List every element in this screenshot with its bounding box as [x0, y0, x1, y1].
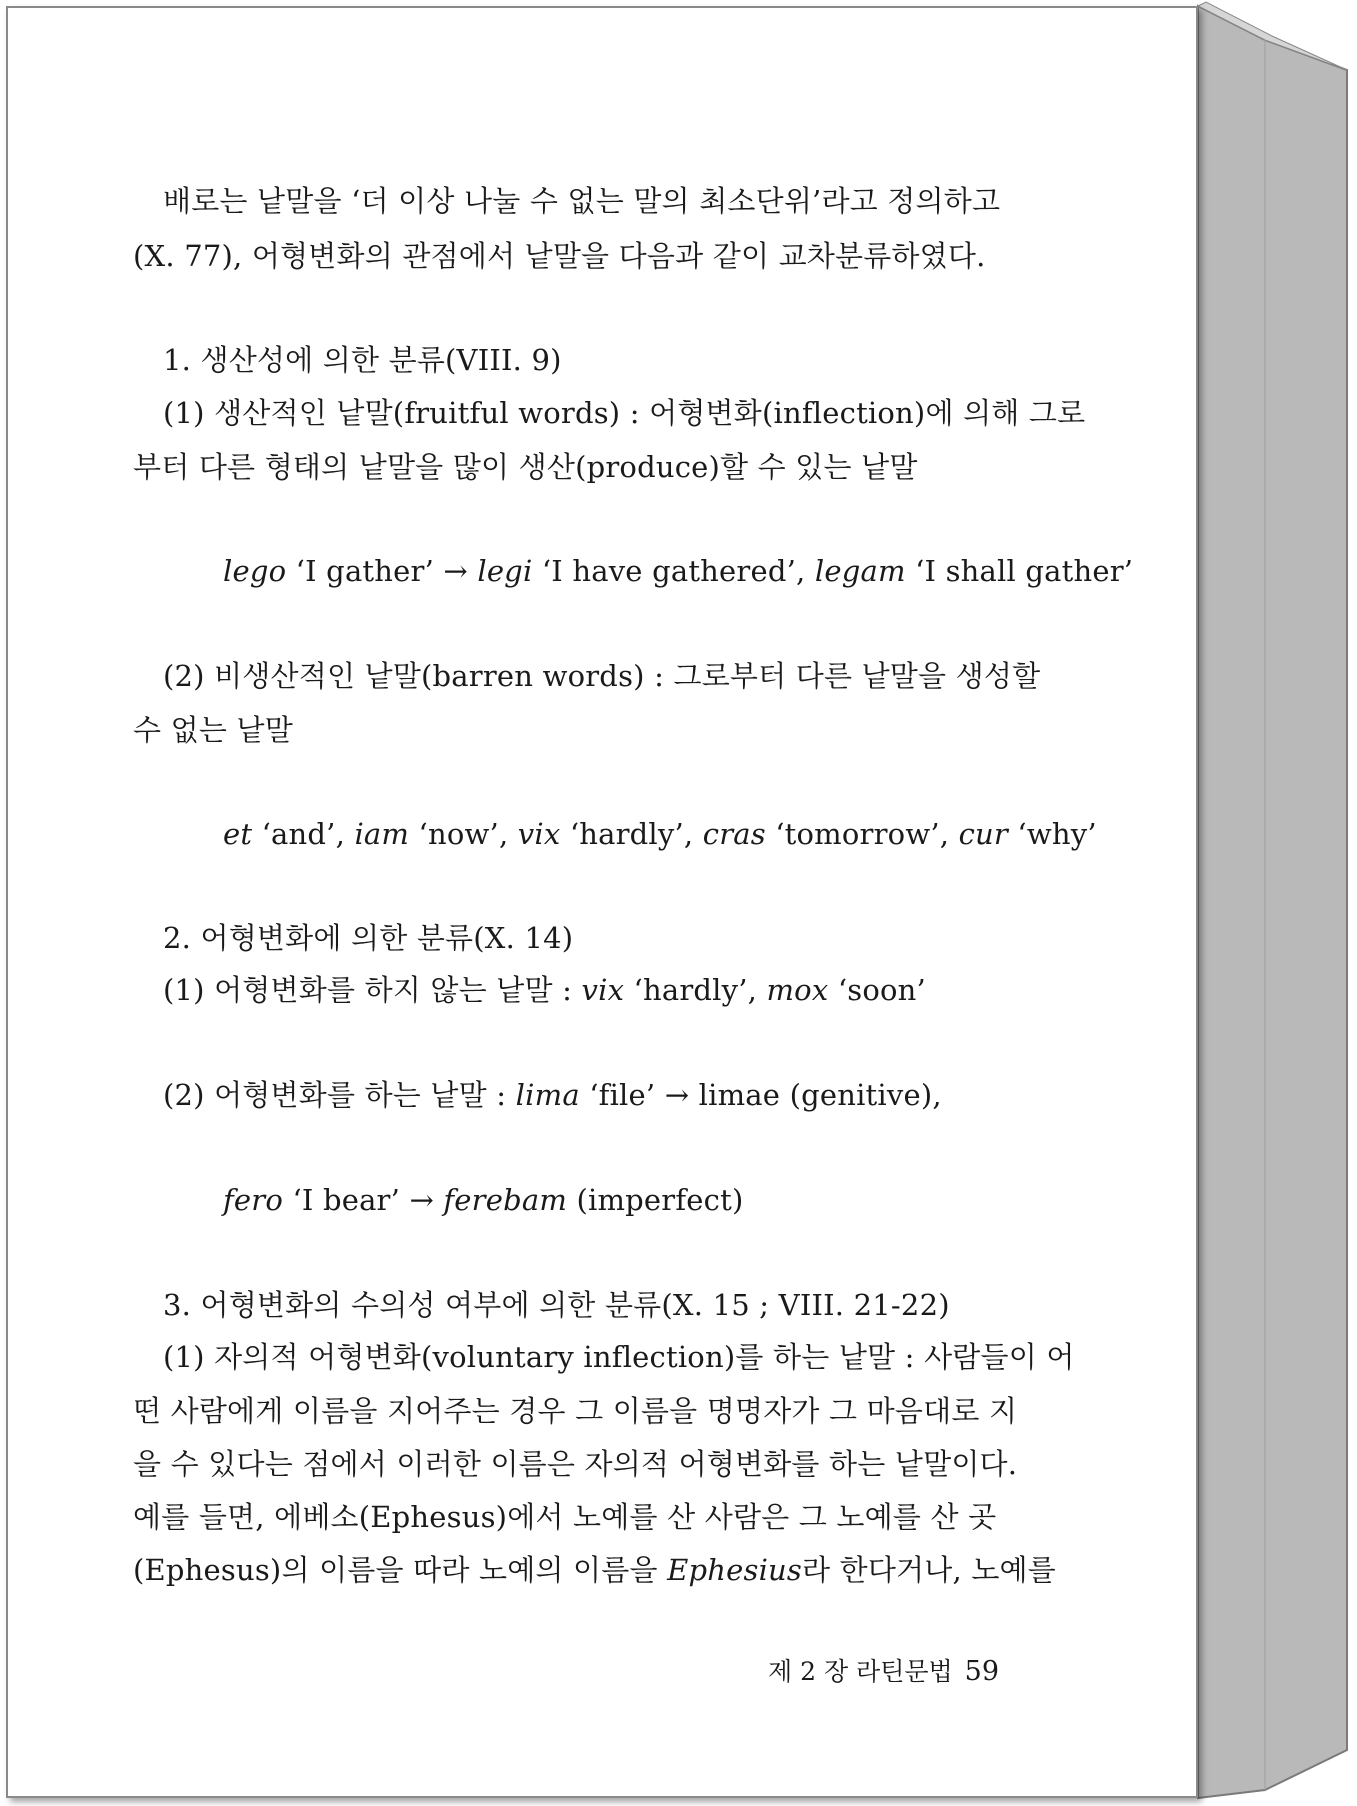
- item-label: (2) 어형변화를 하는 낱말 :: [163, 1078, 516, 1112]
- section-2-item-1: [163, 970, 926, 1010]
- section-1-item-1-line-2: 부터 다른 형태의 낱말을 많이 생산(produce)할 수 있는 낱말: [133, 450, 918, 484]
- latin-word: legi: [477, 554, 533, 588]
- gloss: ‘now’,: [409, 817, 518, 851]
- section-2-heading: 2. 어형변화에 의한 분류(X. 14): [163, 921, 574, 955]
- section-3-item-1-line-2: 떤 사람에게 이름을 지어주는 경우 그 이름을 명명자가 그 마음대로 지: [133, 1394, 1018, 1428]
- section-3-item-1-line-5: [133, 1550, 1056, 1590]
- gloss: ‘soon’: [828, 973, 926, 1007]
- section-3-item-1-line-3: 을 수 있다는 점에서 이러한 이름은 자의적 어형변화를 하는 낱말이다.: [133, 1447, 1018, 1481]
- gloss: ‘hardly’,: [560, 817, 703, 851]
- section-1-item-2-line-1: (2) 비생산적인 낱말(barren words) : 그로부터 다른 낱말을 생성할: [163, 659, 1041, 693]
- text-fragment: 라 한다거나, 노예를: [802, 1553, 1056, 1587]
- latin-word: cur: [958, 817, 1008, 851]
- section-1-example-1: [223, 551, 1133, 591]
- gloss: ‘I shall gather’: [905, 554, 1134, 588]
- intro-line-1: 배로는 낱말을 ‘더 이상 나눌 수 없는 말의 최소단위’라고 정의하고: [163, 184, 1001, 218]
- gloss: ‘I bear’ →: [283, 1183, 444, 1217]
- latin-word: legam: [814, 554, 906, 588]
- section-1-item-1-line-1: (1) 생산적인 낱말(fruitful words) : 어형변화(inflection)에 의해 그로: [163, 396, 1086, 430]
- gloss: ‘file’ → limae (genitive),: [579, 1078, 942, 1112]
- page-number: 59: [964, 1656, 1000, 1687]
- intro-line-2: (X. 77), 어형변화의 관점에서 낱말을 다음과 같이 교차분류하였다.: [133, 239, 986, 273]
- document-page: [6, 6, 1198, 1798]
- latin-word: mox: [766, 973, 829, 1007]
- text-fragment: (Ephesus)의 이름을 따라 노예의 이름을: [133, 1553, 668, 1587]
- section-1-heading: 1. 생산성에 의한 분류(VIII. 9): [163, 343, 562, 377]
- gloss: ‘hardly’,: [624, 973, 767, 1007]
- gloss: ‘I gather’ →: [286, 554, 478, 588]
- section-1-item-2-line-2: 수 없는 낱말: [133, 713, 293, 747]
- latin-word: Ephesius: [667, 1553, 802, 1587]
- item-label: (1) 어형변화를 하지 않는 낱말 :: [163, 973, 582, 1007]
- gloss: ‘why’: [1008, 817, 1097, 851]
- gloss: ‘and’,: [252, 817, 355, 851]
- chapter-title: 제 2 장 라틴문법: [768, 1657, 953, 1686]
- latin-word: cras: [702, 817, 766, 851]
- book-edge-side: [1198, 6, 1347, 1798]
- section-1-example-2: [223, 814, 1097, 854]
- gloss: (imperfect): [567, 1183, 744, 1217]
- latin-word: vix: [581, 973, 625, 1007]
- gloss: ‘I have gathered’,: [532, 554, 815, 588]
- latin-word: fero: [223, 1183, 284, 1217]
- page-footer: [768, 1654, 999, 1690]
- section-3-item-1-line-4: 예를 들면, 에베소(Ephesus)에서 노예를 산 사람은 그 노예를 산 곳: [133, 1500, 997, 1534]
- section-2-item-2: [163, 1075, 942, 1115]
- latin-word: et: [223, 817, 253, 851]
- section-3-heading: 3. 어형변화의 수의성 여부에 의한 분류(X. 15 ; VIII. 21-22): [163, 1288, 950, 1322]
- section-2-example: [223, 1180, 743, 1220]
- latin-word: lima: [515, 1078, 580, 1112]
- latin-word: ferebam: [443, 1183, 568, 1217]
- gloss: ‘tomorrow’,: [765, 817, 959, 851]
- latin-word: iam: [354, 817, 410, 851]
- latin-word: vix: [517, 817, 561, 851]
- latin-word: lego: [223, 554, 287, 588]
- section-3-item-1-line-1: (1) 자의적 어형변화(voluntary inflection)를 하는 낱말 : 사람들이 어: [163, 1340, 1075, 1374]
